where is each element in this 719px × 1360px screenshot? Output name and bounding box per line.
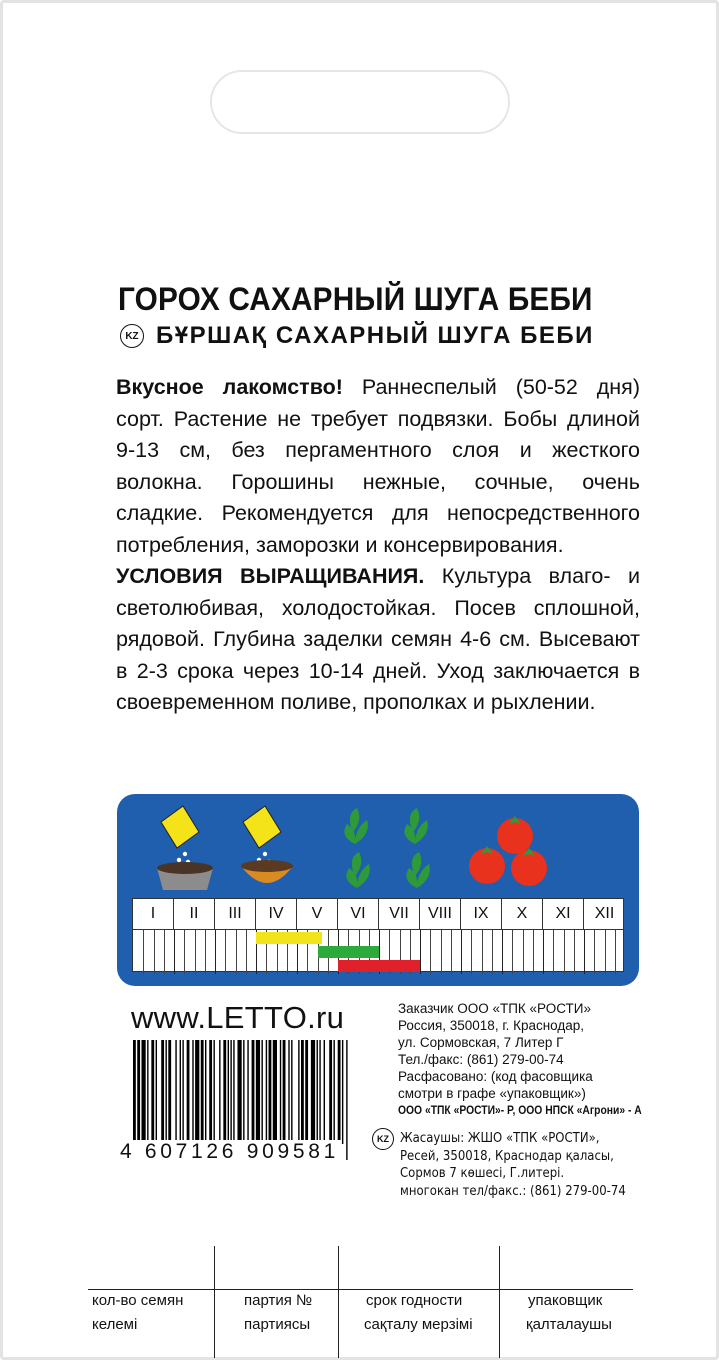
packers-line: ООО «ТПК «РОСТИ»- Р, ООО НПСК «Агрони» - А bbox=[398, 1103, 642, 1117]
packer-label-ru: упаковщик bbox=[528, 1292, 603, 1309]
conditions-heading: УСЛОВИЯ ВЫРАЩИВАНИЯ. bbox=[116, 564, 425, 588]
barcode-bar bbox=[192, 1040, 193, 1144]
decade-tick bbox=[205, 930, 206, 974]
expiry-label-kz: сақталу мерзімі bbox=[364, 1316, 473, 1333]
conditions-text: Культура влаго- и светолюбивая, холодостойкая. Посев сплошной, рядовой. Глубина заделки семян 4-6 см. Высевают в 2-3 срока через 10-14 дней. Уход заключается в своевременном поливе, прополках и рыхлении. bbox=[116, 564, 640, 714]
barcode-bar bbox=[165, 1040, 166, 1144]
barcode-bar bbox=[201, 1040, 204, 1144]
barcode-bar bbox=[205, 1040, 206, 1144]
barcode-bar bbox=[187, 1040, 190, 1144]
customer-line: Расфасовано: (код фасовщика bbox=[398, 1069, 593, 1084]
barcode-bar bbox=[305, 1040, 308, 1144]
product-description bbox=[116, 372, 640, 719]
seed-count-label-kz: келемі bbox=[92, 1316, 138, 1333]
month-header: V bbox=[297, 899, 338, 929]
packer-label-kz: қалталаушы bbox=[526, 1316, 612, 1333]
month-header: IV bbox=[256, 899, 297, 929]
barcode-bar bbox=[288, 1040, 289, 1144]
barcode-bar bbox=[209, 1040, 212, 1144]
decade-tick bbox=[184, 930, 185, 974]
month-header: IX bbox=[461, 899, 502, 929]
customer-line: ул. Сормовская, 7 Литер Г bbox=[398, 1035, 564, 1050]
kz-line: Ресей, 350018, Краснодар қаласы, bbox=[400, 1148, 614, 1164]
customer-line: Тел./факс: (861) 279-00-74 bbox=[398, 1052, 564, 1067]
product-title-ru: ГОРОХ САХАРНЫЙ ШУГА БЕБИ bbox=[118, 281, 593, 317]
customer-info bbox=[398, 1000, 681, 1119]
barcode-bar bbox=[338, 1040, 341, 1144]
divider bbox=[499, 1246, 500, 1358]
barcode-bar bbox=[266, 1040, 267, 1144]
barcode-bar bbox=[230, 1040, 231, 1144]
kz-line: Жасаушы: ЖШО «ТПК «РОСТИ», bbox=[400, 1131, 600, 1146]
month-header: III bbox=[215, 899, 256, 929]
expiry-label-ru: срок годности bbox=[366, 1292, 463, 1309]
harvest-peas-icon bbox=[469, 810, 551, 892]
decade-tick bbox=[594, 930, 595, 974]
month-divider bbox=[543, 930, 544, 974]
decade-tick bbox=[225, 930, 226, 974]
description-lead-bold: Вкусное лакомство! bbox=[116, 375, 343, 399]
month-grid bbox=[132, 898, 624, 972]
month-divider bbox=[461, 930, 462, 974]
hang-hole-outline bbox=[210, 70, 510, 134]
barcode-number: 4 607126 909581 bbox=[120, 1140, 339, 1163]
kz-language-badge-2: KZ bbox=[372, 1128, 394, 1150]
month-header: VII bbox=[379, 899, 420, 929]
decade-tick bbox=[451, 930, 452, 974]
decade-tick bbox=[492, 930, 493, 974]
month-divider bbox=[584, 930, 585, 974]
barcode-bar bbox=[280, 1040, 281, 1144]
decade-tick bbox=[471, 930, 472, 974]
barcode-bar bbox=[147, 1040, 148, 1144]
divider bbox=[214, 1246, 215, 1358]
decade-tick bbox=[553, 930, 554, 974]
barcode-bar bbox=[233, 1040, 234, 1144]
month-header: VIII bbox=[420, 899, 461, 929]
decade-tick bbox=[164, 930, 165, 974]
seed-count-label-ru: кол-во семян bbox=[92, 1292, 184, 1309]
barcode-bar bbox=[195, 1040, 199, 1144]
barcode-bar bbox=[151, 1040, 154, 1144]
barcode-bar bbox=[252, 1040, 255, 1144]
barcode-bar bbox=[228, 1040, 229, 1144]
month-header: I bbox=[133, 899, 174, 929]
decade-tick bbox=[512, 930, 513, 974]
barcode-bar bbox=[182, 1040, 183, 1144]
decade-tick bbox=[615, 930, 616, 974]
barcode-bar bbox=[269, 1040, 272, 1144]
decade-tick bbox=[430, 930, 431, 974]
barcode-bar bbox=[161, 1040, 164, 1144]
barcode-bar bbox=[168, 1040, 171, 1144]
month-divider bbox=[502, 930, 503, 974]
batch-label-ru: партия № bbox=[244, 1292, 313, 1309]
kz-line: многокан тел/факс.: (861) 279-00-74 bbox=[400, 1183, 626, 1199]
month-header: XI bbox=[543, 899, 584, 929]
decade-tick bbox=[441, 930, 442, 974]
product-title-kz: БҰРШАҚ САХАРНЫЙ ШУГА БЕБИ bbox=[156, 322, 594, 349]
barcode-bar bbox=[298, 1040, 299, 1144]
decade-tick bbox=[236, 930, 237, 974]
product-title-kz-row bbox=[120, 322, 594, 350]
barcode-bar bbox=[223, 1040, 226, 1144]
barcode-bar bbox=[175, 1040, 176, 1144]
sowing-open-ground-bar bbox=[256, 932, 322, 944]
customer-line: Россия, 350018, г. Краснодар, bbox=[398, 1018, 585, 1033]
seed-packet-sowing-pot-icon bbox=[237, 802, 299, 892]
barcode-bar bbox=[329, 1040, 332, 1144]
barcode-bar bbox=[261, 1040, 262, 1144]
barcode-bar bbox=[333, 1040, 334, 1144]
barcode-bar bbox=[311, 1040, 315, 1144]
batch-label-kz: партиясы bbox=[244, 1316, 311, 1333]
decade-tick bbox=[564, 930, 565, 974]
barcode-bar bbox=[346, 1040, 347, 1160]
decade-tick bbox=[195, 930, 196, 974]
barcode-bar bbox=[319, 1040, 320, 1144]
manufacturer-info-kz bbox=[400, 1130, 626, 1200]
decade-tick bbox=[523, 930, 524, 974]
decade-tick bbox=[482, 930, 483, 974]
harvest-bar bbox=[338, 960, 420, 972]
decade-tick bbox=[574, 930, 575, 974]
barcode-bar bbox=[283, 1040, 286, 1144]
decade-tick bbox=[533, 930, 534, 974]
month-divider bbox=[174, 930, 175, 974]
barcode-bar bbox=[342, 1040, 343, 1144]
kz-line: Сормов 7 көшесі, Г.литері. bbox=[400, 1166, 565, 1181]
seed-packet-sowing-ground-icon bbox=[155, 802, 217, 892]
barcode-bar bbox=[256, 1040, 260, 1144]
month-divider bbox=[420, 930, 421, 974]
barcode-bar bbox=[219, 1040, 220, 1144]
barcode-bar bbox=[324, 1040, 325, 1144]
barcode-bar bbox=[213, 1040, 214, 1144]
decade-tick bbox=[605, 930, 606, 974]
customer-line: Заказчик ООО «ТПК «РОСТИ» bbox=[398, 1001, 591, 1016]
month-cells-row bbox=[133, 929, 623, 973]
divider bbox=[88, 1289, 633, 1290]
barcode-bar bbox=[273, 1040, 277, 1144]
barcode-bar bbox=[291, 1040, 292, 1144]
kz-language-badge: KZ bbox=[120, 324, 144, 348]
barcode-bar bbox=[317, 1040, 318, 1144]
seedlings-icon bbox=[335, 804, 445, 890]
month-header: X bbox=[502, 899, 543, 929]
decade-tick bbox=[143, 930, 144, 974]
barcode-bar bbox=[180, 1040, 181, 1144]
month-header: XII bbox=[594, 905, 615, 922]
decade-tick bbox=[246, 930, 247, 974]
barcode-bar bbox=[247, 1040, 248, 1144]
barcode-bar bbox=[141, 1040, 145, 1144]
barcode-bar bbox=[156, 1040, 157, 1144]
month-divider bbox=[215, 930, 216, 974]
website-url: www.LETTO.ru bbox=[131, 1000, 345, 1035]
month-header: II bbox=[174, 899, 215, 929]
seedlings-bar bbox=[318, 946, 380, 958]
barcode-bar bbox=[301, 1040, 304, 1144]
month-header: VI bbox=[338, 899, 379, 929]
description-lead-text: Раннеспелый (50-52 дня) сорт. Растение не требует подвязки. Бобы длиной 9-13 см, без пергаментного слоя и жесткого волокна. Горошины нежные, сочные, очень сладкие. Рекомендуется для непосредственного потребления, заморозки и консервирования. bbox=[116, 375, 640, 557]
divider bbox=[338, 1246, 339, 1358]
customer-line: смотри в графе «упаковщик») bbox=[398, 1086, 586, 1101]
decade-tick bbox=[154, 930, 155, 974]
sowing-calendar bbox=[117, 794, 639, 986]
